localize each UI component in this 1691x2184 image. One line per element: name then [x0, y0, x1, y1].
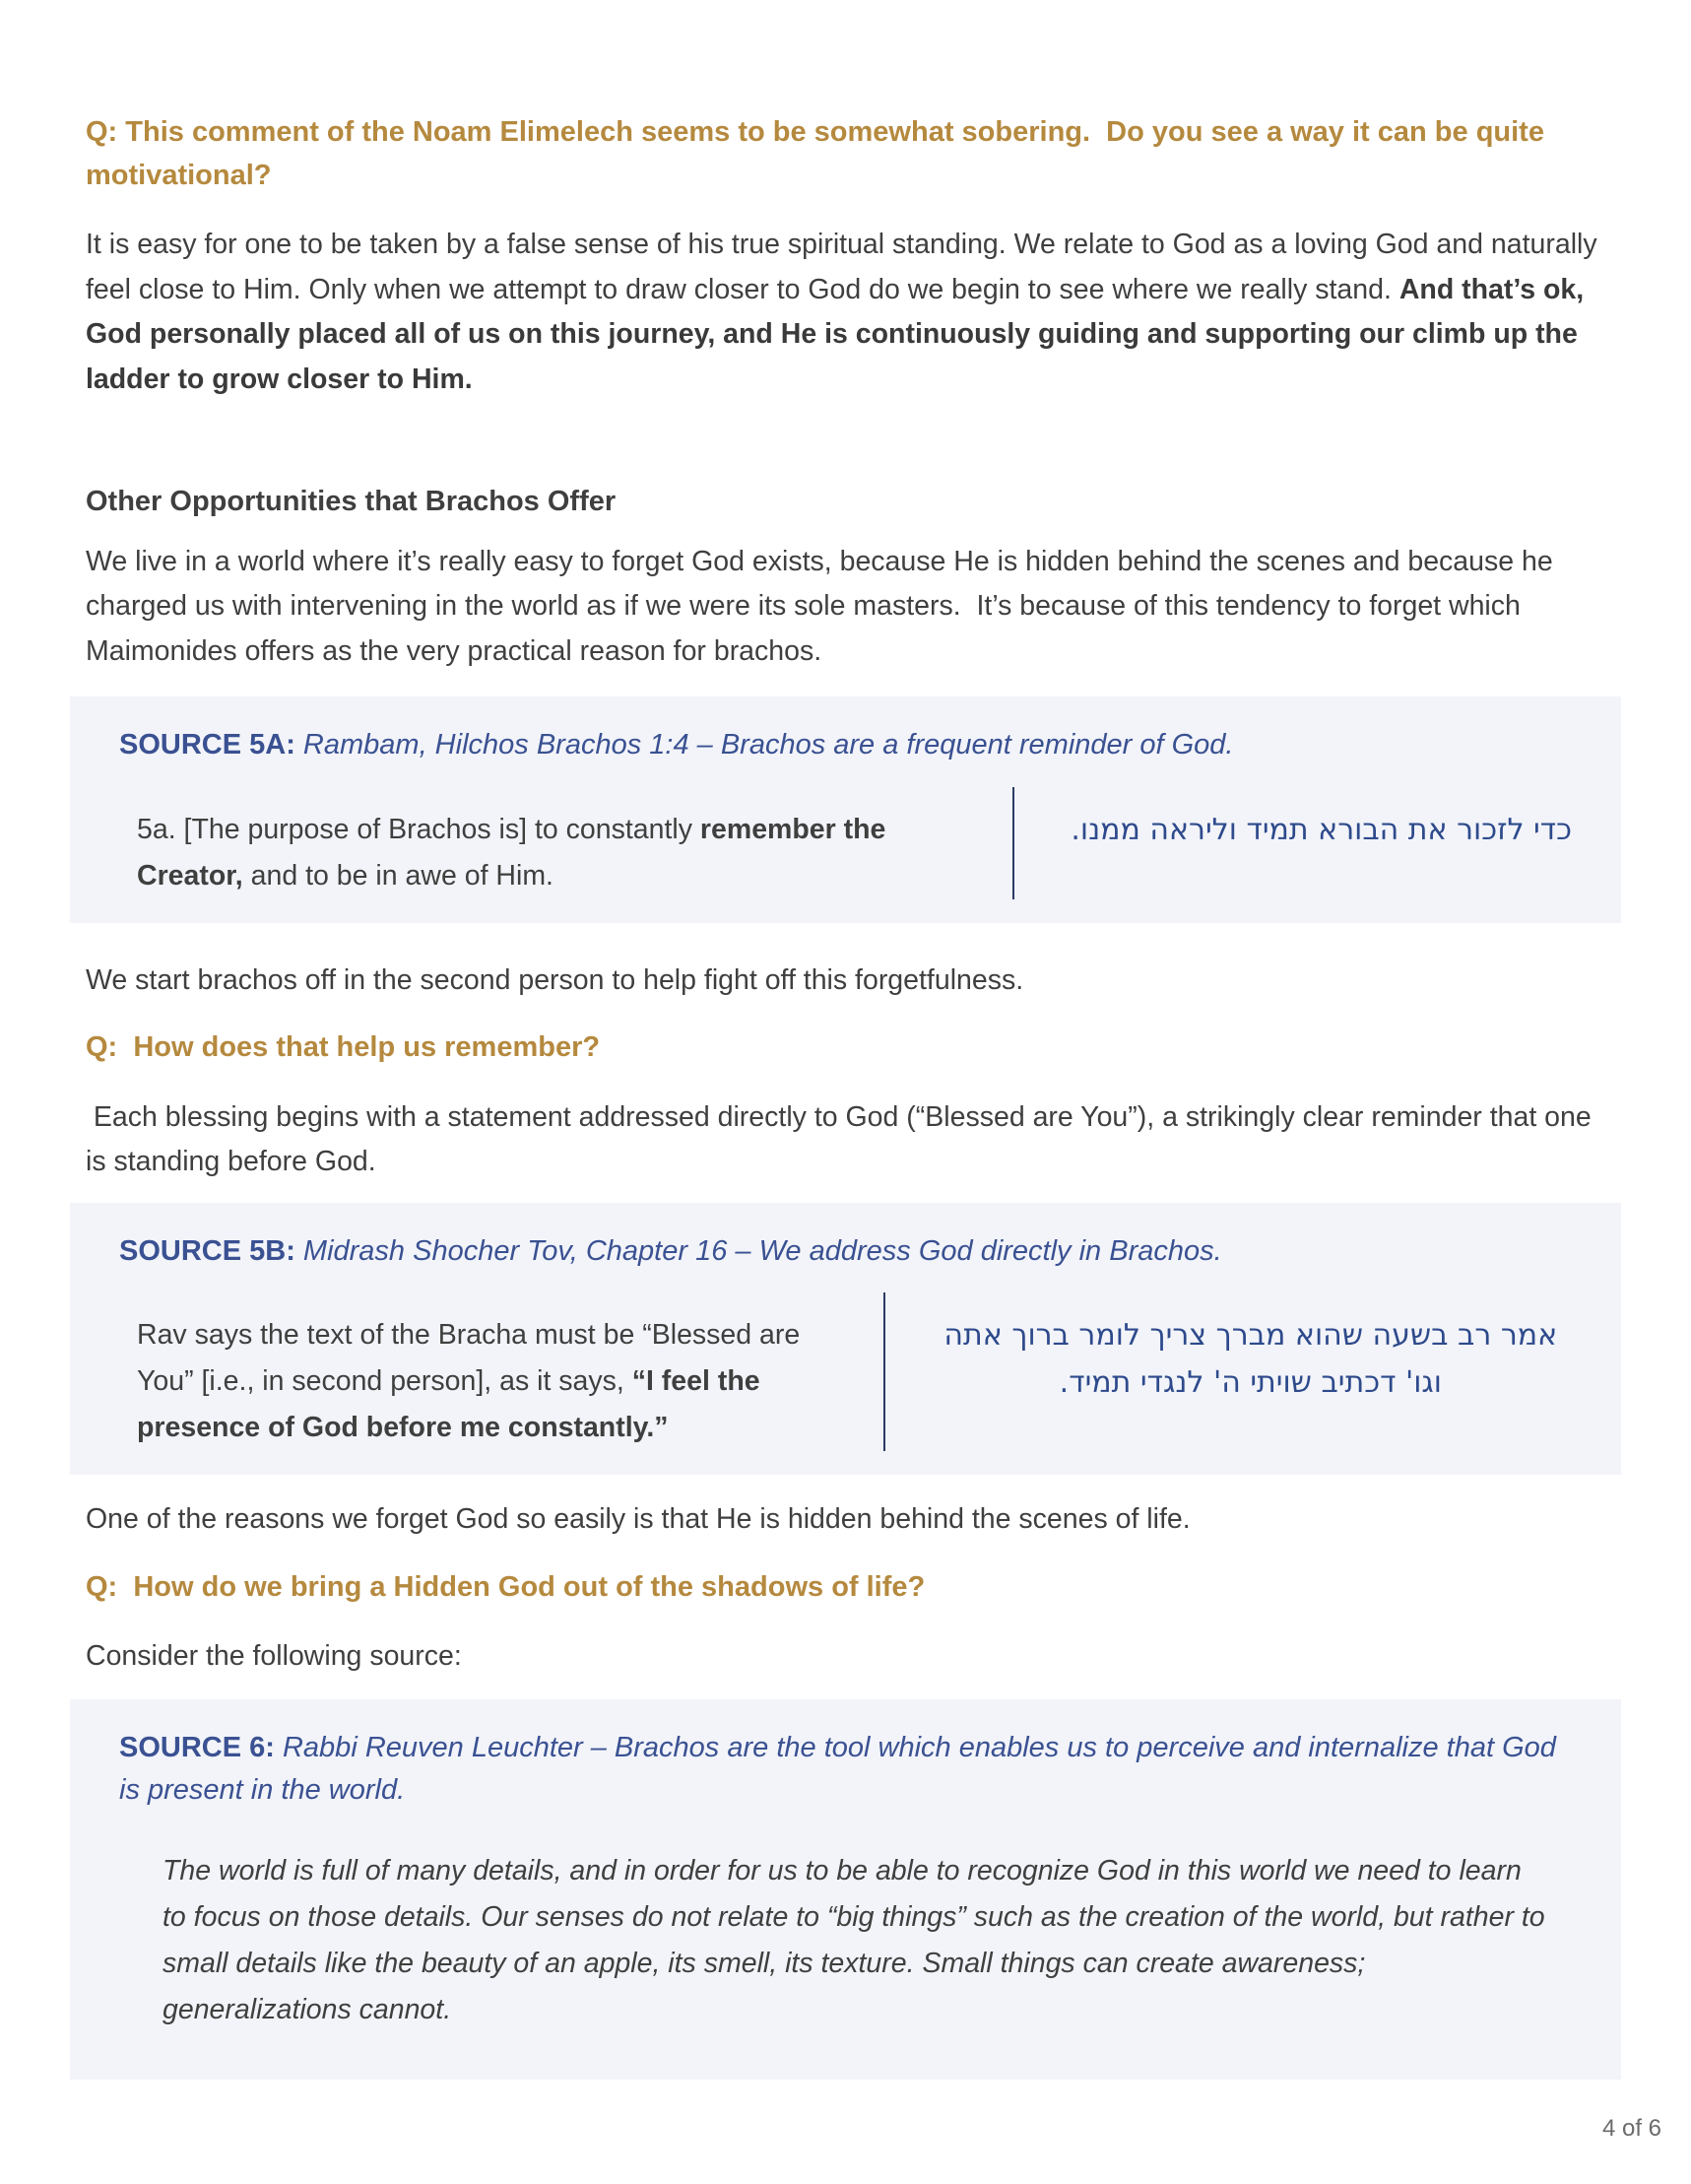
source-5a-heading — [119, 724, 1572, 767]
paragraph-second-person: We start brachos off in the second person to help fight off this forgetfulness. — [86, 963, 1024, 996]
source-5a-english-post: and to be in awe of Him. — [242, 859, 553, 892]
source-5b-english-bold: “I feel the presence of God before me constantly.” — [137, 1365, 768, 1444]
source-5a-english-text — [137, 807, 1012, 899]
source-box-5b — [70, 1203, 1621, 1476]
source-5b-english-pre: Rav says the text of the Bracha must be “Blessed are You” [i.e., in second person], as it says, — [137, 1319, 808, 1398]
source-box-6 — [70, 1699, 1621, 2080]
source-5a-label: SOURCE 5A: — [119, 729, 303, 761]
source-5b-heading — [119, 1230, 1572, 1274]
question-heading-1: Q: This comment of the Noam Elimelech seems to be somewhat sobering. Do you see a way it can be quite motivational? — [86, 116, 1553, 192]
source-5b-columns — [137, 1312, 1572, 1451]
source-box-5a — [70, 696, 1621, 923]
paragraph-each-blessing: Each blessing begins with a statement addressed directly to God (“Blessed are You”), a strikingly clear reminder that one is standing before God. — [86, 1100, 1599, 1178]
question-heading-2: Q: How does that help us remember? — [86, 1031, 601, 1064]
source-5a-hebrew-text: כדי לזכור את הבורא תמיד וליראה ממנו. — [1071, 812, 1572, 847]
intro-paragraph — [86, 223, 1605, 402]
intro-paragraph-text: It is easy for one to be taken by a false sense of his true spiritual standing. We relate to God as a loving God and naturally feel close to Him. Only when we attempt to draw closer to God do we begin to see where we really stand. — [86, 229, 1605, 305]
source-5b-hebrew-text: אמר רב בשעה שהוא מברך צריך לומר ברוך אתה וגו' דכתיב שויתי ה' לנגדי תמיד. — [943, 1318, 1558, 1401]
source-5a-title: Rambam, Hilchos Brachos 1:4 – Brachos are a frequent reminder of God. — [302, 729, 1234, 761]
paragraph-consider-source: Consider the following source: — [86, 1639, 462, 1672]
intro-paragraph-bold-text: And that’s ok, God personally placed all of us on this journey, and He is continuously guiding and supporting our climb up the ladder to grow closer to Him. — [86, 273, 1600, 395]
page-number: 4 of 6 — [1601, 2115, 1661, 2142]
source-5a-english-pre: 5a. [The purpose of Brachos is] to constantly — [137, 813, 700, 845]
source-6-quote: The world is full of many details, and in order for us to be able to recognize God in this world we need to learn to focus on those details. Our senses do not relate to “big things” such as the creation of the world, but rather to small details like the beauty of an apple, its smell, its texture. Small things can create awareness; generalizations cannot. — [163, 1854, 1553, 2026]
source-6-heading — [119, 1727, 1572, 1813]
source-5b-english-text — [137, 1312, 883, 1451]
question-heading-3: Q: How do we bring a Hidden God out of the shadows of life? — [86, 1570, 926, 1603]
source-6-label: SOURCE 6: — [119, 1731, 283, 1763]
source-5a-columns — [137, 807, 1572, 899]
source-5b-label: SOURCE 5B: — [119, 1234, 303, 1267]
source-6-title: Rabbi Reuven Leuchter – Brachos are the tool which enables us to perceive and internalize that God is present in the world. — [119, 1731, 1564, 1807]
section-heading-other-opportunities: Other Opportunities that Brachos Offer — [86, 485, 617, 517]
paragraph-forget-god: We live in a world where it’s really easy to forget God exists, because He is hidden behind the scenes and because he charged us with intervening in the world as if we were its sole masters. It’s because of this tendency to forget which Maimonides offers as the very practical reason for brachos. — [86, 545, 1561, 667]
source-5b-title: Midrash Shocher Tov, Chapter 16 – We address God directly in Brachos. — [302, 1234, 1222, 1267]
source-5a-english-bold: remember the Creator, — [137, 813, 894, 892]
paragraph-one-of-reasons: One of the reasons we forget God so easily is that He is hidden behind the scenes of life. — [86, 1503, 1191, 1536]
